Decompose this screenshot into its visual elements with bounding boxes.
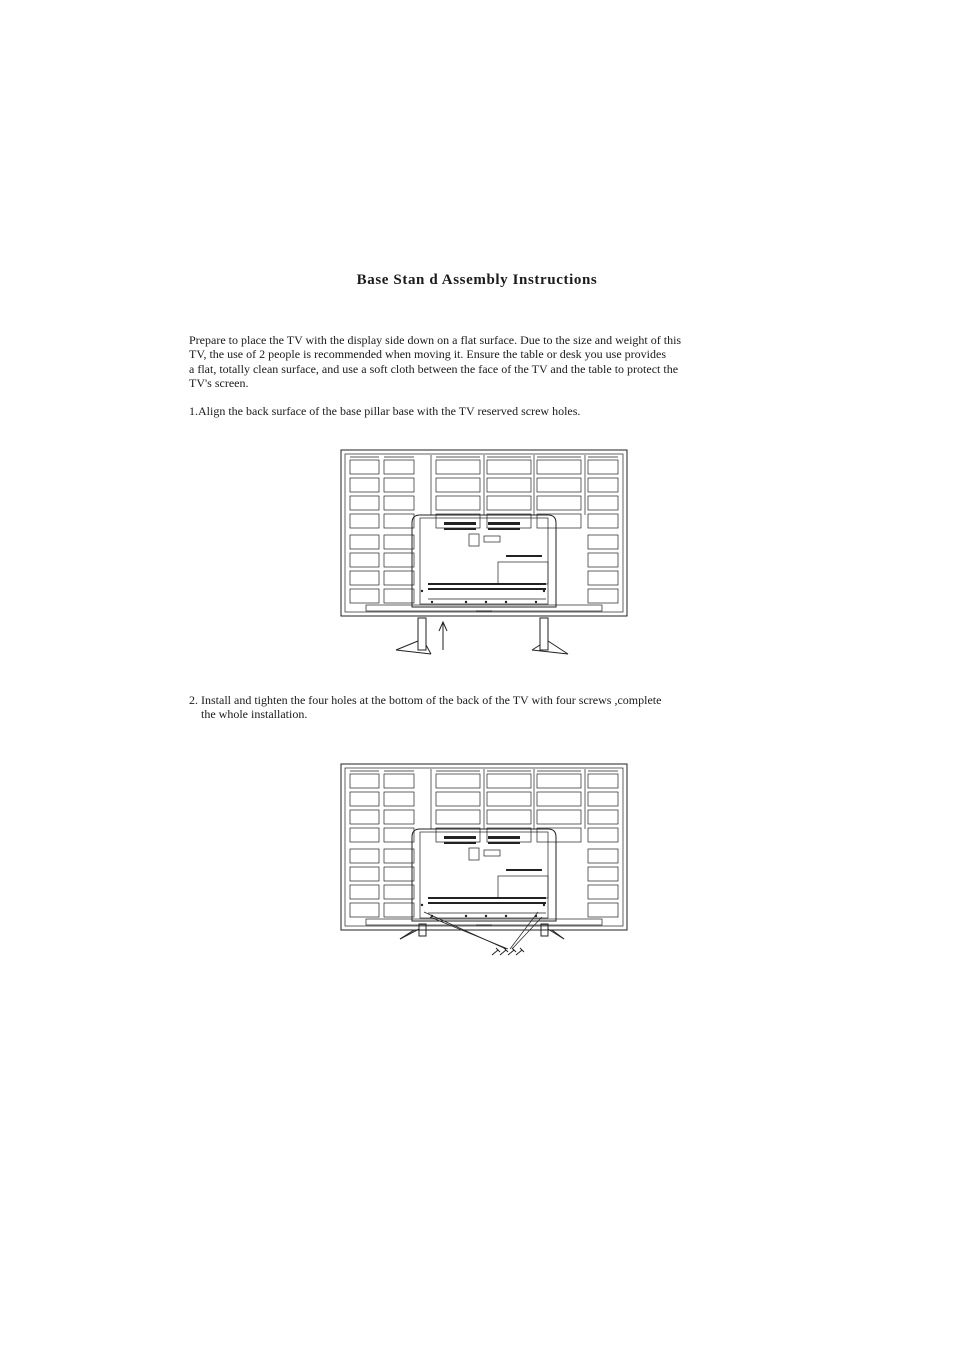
screws xyxy=(492,948,524,955)
tv-back-panel xyxy=(341,450,627,616)
tv-back-panel xyxy=(341,764,627,930)
page-title: Base Stan d Assembly Instructions xyxy=(356,272,598,288)
figure-tv-stand-screwed xyxy=(336,759,632,969)
step-1-text xyxy=(189,404,769,418)
intro-line: TV's screen. xyxy=(189,376,249,391)
step-1-line: 1.Align the back surface of the base pillar base with the TV reserved screw holes. xyxy=(189,404,581,418)
step-2-text xyxy=(189,693,769,722)
step-2-line: the whole installation. xyxy=(201,707,308,722)
intro-line: TV, the use of 2 people is recommended when moving it. Ensure the table or desk you use provides xyxy=(189,347,667,362)
align-arrow xyxy=(439,622,447,650)
intro-paragraph xyxy=(189,333,769,391)
figure-tv-stand-alignment xyxy=(336,445,632,660)
intro-line: Prepare to place the TV with the display side down on a flat surface. Due to the size and weight of this xyxy=(189,333,682,347)
intro-line: a flat, totally clean surface, and use a soft cloth between the face of the TV and the table to protect the xyxy=(189,361,679,376)
stand-leg-right xyxy=(532,618,568,654)
stand-leg-left xyxy=(396,618,431,654)
step-2-line: 2. Install and tighten the four holes at the bottom of the back of the TV with four screws ,complete xyxy=(189,693,662,707)
